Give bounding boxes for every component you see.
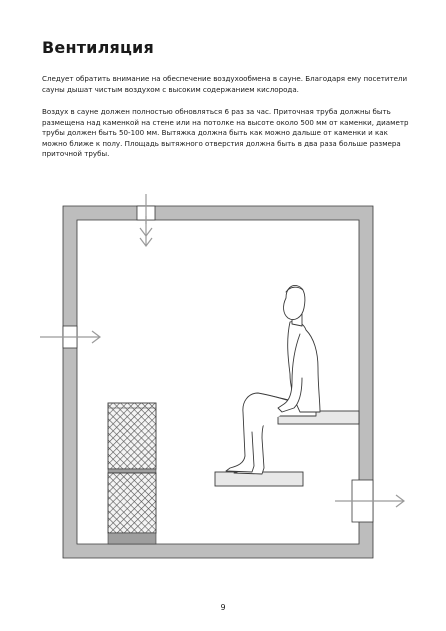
ventilation-paragraph: Воздух в сауне должен полностью обновляться 6 раз за час. Приточная труба должны быть размещена над каменкой на стене или на потолке на высоте около 500 мм от каменки, диаметр трубы должен быть 50-100 мм. Вытяжка должна быть как можно дальше от каменки и как можно ближе к полу. Площадь вытяжного отверстия должна быть в два раза больше размера приточной трубы. — [42, 107, 409, 159]
page-number: 9 — [220, 603, 226, 612]
intro-paragraph: Следует обратить внимание на обеспечение воздухообмена в сауне. Благодаря ему посетители сауны дышат чистым воздухом с высоким содержанием кислорода. — [42, 74, 408, 94]
seated-person-figure — [226, 286, 320, 475]
stove-heater — [108, 403, 156, 544]
page-title: Вентиляция — [42, 38, 154, 57]
sauna-ventilation-diagram — [0, 190, 446, 570]
